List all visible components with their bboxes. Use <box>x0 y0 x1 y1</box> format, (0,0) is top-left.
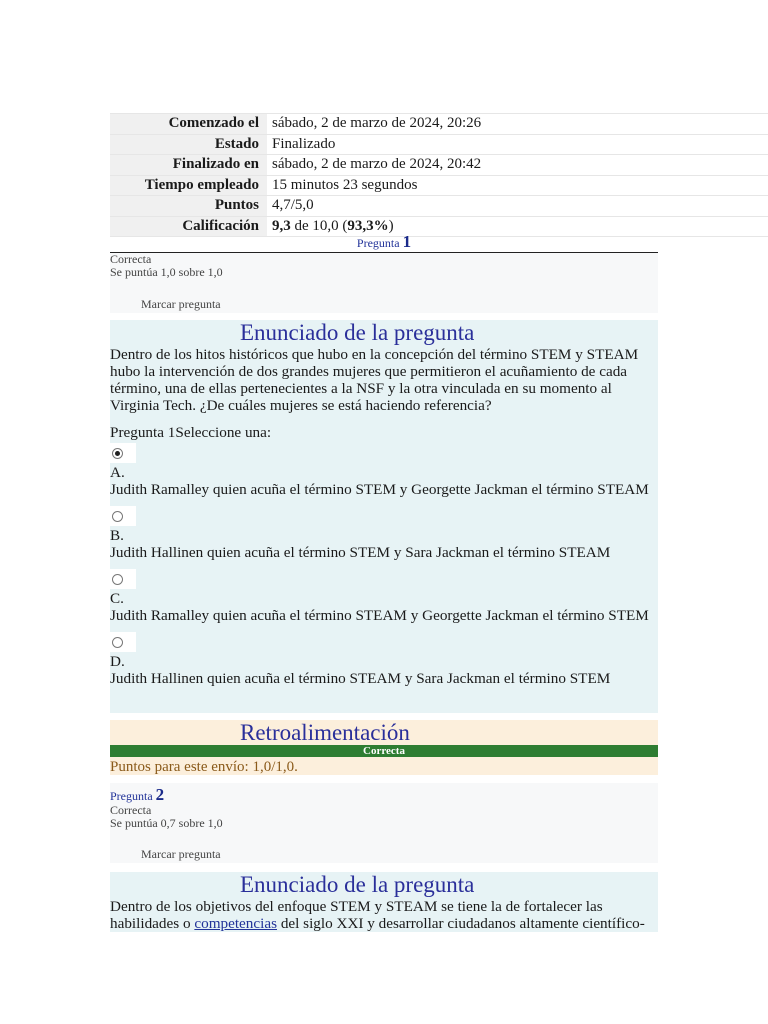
question-text-part: Dentro de los objetivos del enfoque STEM y STEAM se tiene la de fortalecer las habilidades o <box>110 898 603 932</box>
question-1-number <box>110 232 658 253</box>
points-text: Puntos para este envío: 1,0/1,0. <box>110 759 298 775</box>
question-number: 1 <box>402 232 412 251</box>
summary-label: Calificación <box>110 217 267 237</box>
flag-question-link[interactable]: Marcar pregunta <box>141 297 221 311</box>
summary-label: Tiempo empleado <box>110 176 267 196</box>
question-2-text <box>110 872 658 932</box>
summary-value: Finalizado <box>267 135 768 155</box>
grade-score: 9,3 <box>272 217 291 234</box>
question-score: Se puntúa 1,0 sobre 1,0 <box>110 265 223 279</box>
correct-status-bar: Correcta <box>110 745 658 757</box>
flag-question-link[interactable]: Marcar pregunta <box>141 847 221 861</box>
option-a-radio[interactable] <box>110 443 136 463</box>
radio-unchecked-icon[interactable] <box>112 574 123 585</box>
attempt-summary-table <box>110 113 768 237</box>
summary-label: Estado <box>110 135 267 155</box>
grade-close: ) <box>388 217 394 234</box>
summary-row-points <box>110 195 768 216</box>
question-1-feedback <box>110 720 658 775</box>
option-a-text[interactable]: Judith Ramalley quien acuña el término STEM y Georgette Jackman el término STEAM <box>110 481 649 498</box>
question-status: Correcta <box>110 803 152 817</box>
question-prefix: Pregunta <box>356 236 400 250</box>
question-2-number <box>110 787 658 804</box>
summary-label: Puntos <box>110 196 267 216</box>
question-1-text <box>110 320 658 713</box>
summary-row-time <box>110 175 768 196</box>
option-a-letter: A. <box>110 464 125 481</box>
summary-row-started <box>110 113 768 134</box>
summary-label: Finalizado en <box>110 155 267 175</box>
summary-value: sábado, 2 de marzo de 2024, 20:26 <box>267 114 768 134</box>
option-d-radio[interactable] <box>110 632 136 652</box>
question-text-part: del siglo XXI y desarrollar ciudadanos altamente científico- <box>277 915 645 932</box>
option-c-letter: C. <box>110 590 124 607</box>
question-status: Correcta <box>110 252 152 266</box>
option-b-radio[interactable] <box>110 506 136 526</box>
summary-row-state <box>110 134 768 155</box>
summary-label: Comenzado el <box>110 114 267 134</box>
summary-value: sábado, 2 de marzo de 2024, 20:42 <box>267 155 768 175</box>
radio-unchecked-icon[interactable] <box>112 637 123 648</box>
summary-value: 4,7/5,0 <box>267 196 768 216</box>
feedback-heading: Retroalimentación <box>240 720 410 745</box>
option-b-text[interactable]: Judith Hallinen quien acuña el término STEM y Sara Jackman el término STEAM <box>110 544 611 561</box>
question-2-info <box>110 783 658 863</box>
competencias-link[interactable]: competencias <box>194 915 278 932</box>
question-heading: Enunciado de la pregunta <box>240 872 475 897</box>
question-1-info <box>110 253 658 313</box>
grade-percent: 93,3% <box>347 217 389 234</box>
option-c-text[interactable]: Judith Ramalley quien acuña el término STEAM y Georgette Jackman el término STEM <box>110 607 649 624</box>
option-b-letter: B. <box>110 527 124 544</box>
question-prefix: Pregunta <box>110 789 153 803</box>
summary-value: 15 minutos 23 segundos <box>267 176 768 196</box>
question-heading: Enunciado de la pregunta <box>240 320 475 345</box>
question-body <box>110 898 658 932</box>
radio-checked-icon[interactable] <box>112 448 123 459</box>
answer-prompt: Pregunta 1Seleccione una: <box>110 424 272 441</box>
summary-row-finished <box>110 154 768 175</box>
question-number: 2 <box>155 785 165 804</box>
grade-out-of: de 10,0 ( <box>290 217 348 234</box>
option-d-letter: D. <box>110 653 125 670</box>
radio-unchecked-icon[interactable] <box>112 511 123 522</box>
question-score: Se puntúa 0,7 sobre 1,0 <box>110 816 223 830</box>
option-d-text[interactable]: Judith Hallinen quien acuña el término STEAM y Sara Jackman el término STEM <box>110 670 611 687</box>
question-body: Dentro de los hitos históricos que hubo en la concepción del término STEM y STEAM hubo la intervención de dos grandes mujeres que permitieron el acuñamiento de cada término, una de ellas pertenecientes a la NSF y la otra vinculada en su momento al Virginia Tech. ¿De cuáles mujeres se está haciendo referencia? <box>110 346 639 414</box>
option-c-radio[interactable] <box>110 569 136 589</box>
